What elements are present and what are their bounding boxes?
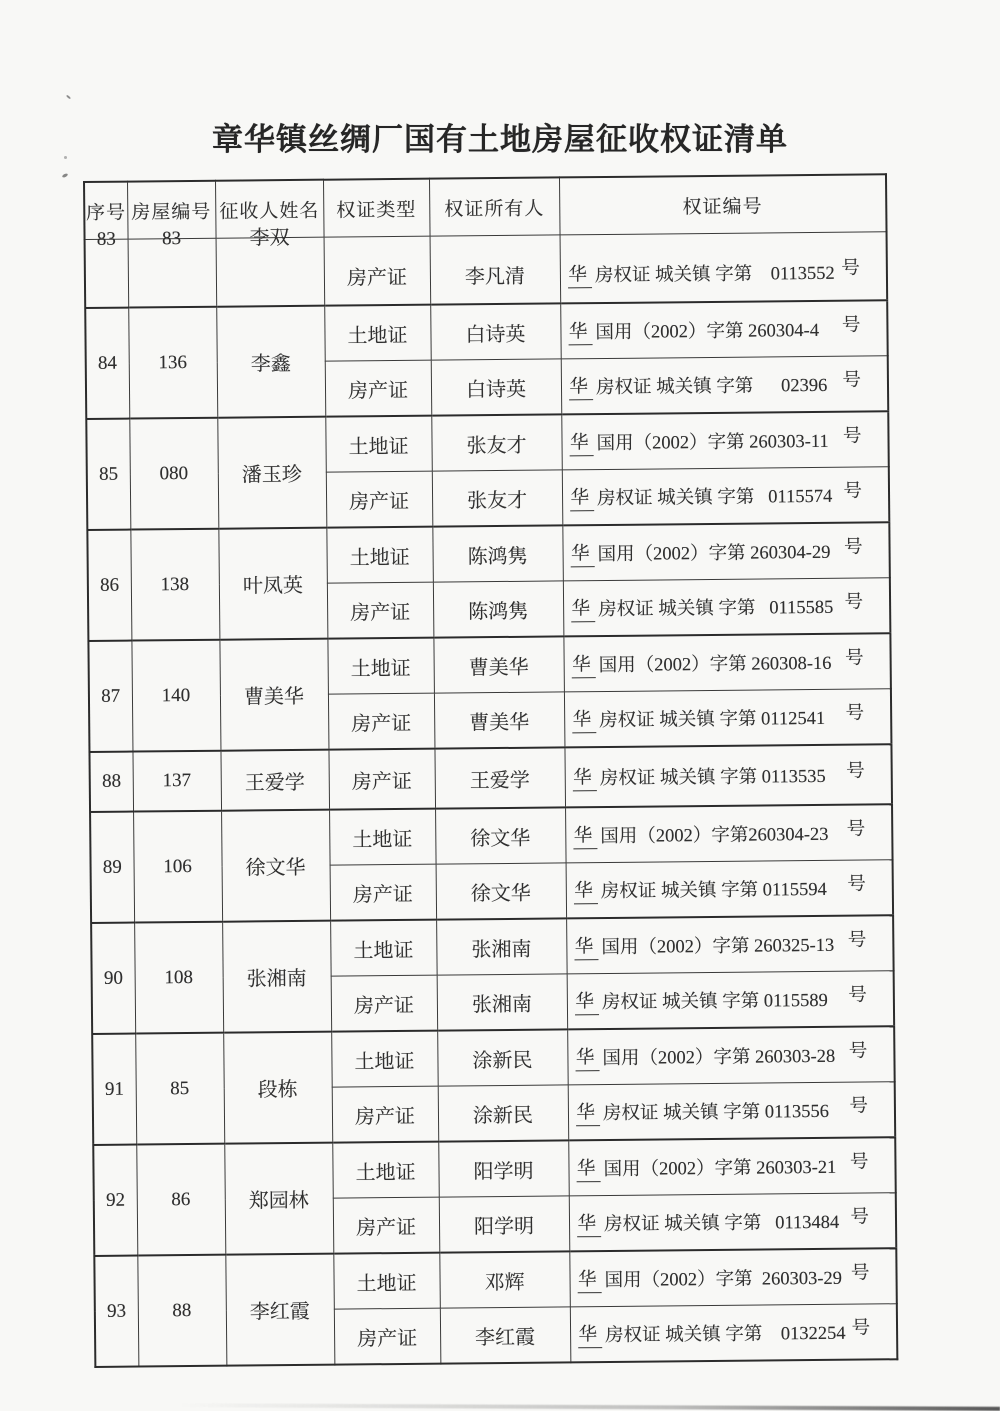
cert-number-text: 国用（2002）字第 260304-4 xyxy=(595,320,820,344)
cell-cert-type: 土地证 xyxy=(329,809,436,866)
cert-suffix-hao: 号 xyxy=(847,874,866,895)
cell-house-number: 86 xyxy=(136,1144,225,1256)
cert-prefix-hua: 华 xyxy=(574,932,599,960)
cell-cert-owner: 张湘南 xyxy=(436,918,567,975)
cell-cert-owner: 李红霞 xyxy=(440,1307,571,1364)
cell-house-number: 080 xyxy=(129,418,218,530)
cell-seq: 88 xyxy=(89,752,133,812)
cell-cert-owner: 曹美华 xyxy=(433,636,564,693)
cell-seq: 89 xyxy=(90,812,134,923)
cert-suffix-hao: 号 xyxy=(846,819,866,840)
cert-prefix-hua: 华 xyxy=(574,987,599,1015)
cell-cert-number xyxy=(569,1193,897,1252)
cell-cert-number xyxy=(563,578,891,637)
cell-cert-type: 土地证 xyxy=(324,305,431,362)
cell-house-number: 137 xyxy=(132,751,221,812)
cell-house-number: 108 xyxy=(134,922,223,1034)
cell-cert-type: 房产证 xyxy=(324,236,431,306)
column-header-cert-owner: 权证所有人 xyxy=(429,177,560,236)
cert-number-text: 国用（2002）字第260304-23 xyxy=(600,824,829,848)
table-row xyxy=(93,1137,895,1200)
cert-prefix-hua: 华 xyxy=(569,483,594,511)
scan-speck xyxy=(64,156,67,159)
cell-cert-owner: 张友才 xyxy=(431,414,562,471)
cert-prefix-hua: 华 xyxy=(577,1320,602,1348)
cell-cert-type: 房产证 xyxy=(325,360,432,417)
cert-prefix-hua: 华 xyxy=(572,763,597,791)
cell-cert-owner: 陈鸿隽 xyxy=(432,525,563,582)
cert-suffix-hao: 号 xyxy=(850,1207,870,1228)
cell-cert-type: 土地证 xyxy=(333,1253,440,1310)
table-row xyxy=(91,915,893,978)
cert-prefix-hua: 华 xyxy=(570,594,595,622)
cert-suffix-hao: 号 xyxy=(848,1041,868,1062)
cell-cert-number xyxy=(569,1248,897,1307)
column-header-cert-number: 权证编号 xyxy=(559,174,887,235)
cert-suffix-hao: 号 xyxy=(841,315,861,336)
cell-cert-type: 土地证 xyxy=(327,638,434,695)
cell-cert-type: 房产证 xyxy=(333,1197,440,1254)
cert-number-text: 国用（2002）字第 260303-28 xyxy=(602,1046,836,1070)
table-row xyxy=(87,522,889,585)
cell-house-number: 136 xyxy=(128,307,217,419)
cell-house-number: 138 xyxy=(130,529,219,641)
cert-suffix-hao: 号 xyxy=(851,1318,871,1339)
cert-suffix-hao: 号 xyxy=(848,985,867,1006)
cell-person-name: 王爱学 xyxy=(220,750,329,811)
cert-prefix-hua: 华 xyxy=(570,539,595,567)
cell-cert-owner: 徐文华 xyxy=(436,863,567,920)
cert-number-text: 国用（2002）字第 260303-29 xyxy=(604,1268,843,1292)
cell-cert-number xyxy=(566,860,894,919)
cell-cert-owner: 曹美华 xyxy=(434,692,565,749)
cell-cert-owner: 邓辉 xyxy=(439,1251,570,1308)
cell-seq: 93 xyxy=(94,1256,138,1367)
cell-person-name: 曹美华 xyxy=(219,639,328,751)
cell-seq: 90 xyxy=(91,923,135,1034)
cert-number-text: 国用（2002）字第 260303-11 xyxy=(596,431,829,455)
cell-house-number: 88 xyxy=(137,1255,226,1367)
cell-seq: 84 xyxy=(85,308,129,419)
table-row xyxy=(89,744,892,812)
cell-cert-type: 土地证 xyxy=(326,527,433,584)
cell-seq: 86 xyxy=(87,530,131,641)
cell-cert-number xyxy=(560,232,888,304)
certificate-table xyxy=(83,173,896,1368)
cell-cert-type: 房产证 xyxy=(332,1086,439,1143)
scan-speck xyxy=(66,95,71,100)
house-clipped-text: 83 xyxy=(161,228,182,250)
cell-cert-type: 土地证 xyxy=(330,920,437,977)
cert-number-text: 房权证 城关镇 字第 0113535 xyxy=(599,766,826,790)
cell-person-name: 潘玉珍 xyxy=(217,417,326,529)
cert-suffix-hao: 号 xyxy=(842,370,862,391)
cell-cert-number xyxy=(561,356,889,415)
cell-person-name: 叶凤英 xyxy=(218,528,327,640)
column-header-house-number: 房屋编号 xyxy=(127,181,216,239)
cell-cert-number xyxy=(564,744,892,807)
cell-cert-owner: 涂新民 xyxy=(437,1029,568,1086)
cert-number-text: 房权证 城关镇 字第 0112541 xyxy=(599,708,826,732)
scan-edge-smudge xyxy=(180,1403,1000,1411)
table-row xyxy=(92,1026,894,1089)
cell-cert-owner: 阳学明 xyxy=(439,1196,570,1253)
cert-number-text: 房权证 城关镇 字第 02396 xyxy=(595,375,828,399)
table-row xyxy=(86,411,888,474)
cert-number-text: 国用（2002）字第 260304-29 xyxy=(597,542,831,566)
cert-prefix-hua: 华 xyxy=(576,1209,601,1237)
cert-number-text: 房权证 城关镇 字第 0113556 xyxy=(602,1101,830,1125)
cert-suffix-hao: 号 xyxy=(847,930,867,951)
cell-house-number xyxy=(128,228,217,307)
cell-cert-type: 房产证 xyxy=(328,693,435,750)
cert-number-text: 房权证 城关镇 字第 0132254 xyxy=(605,1323,846,1347)
cell-house-number: 106 xyxy=(133,811,222,923)
cell-cert-owner: 白诗英 xyxy=(430,303,561,360)
scan-speck xyxy=(62,173,69,178)
cell-cert-owner: 王爱学 xyxy=(434,747,565,808)
cell-cert-type: 房产证 xyxy=(327,582,434,639)
cert-number-text: 房权证 城关镇 字第 0115585 xyxy=(598,597,834,621)
cell-seq: 85 xyxy=(86,419,130,530)
table-row xyxy=(94,1248,896,1311)
column-header-cert-type: 权证类型 xyxy=(323,179,430,238)
cell-cert-type: 土地证 xyxy=(325,416,432,473)
cell-cert-number xyxy=(563,633,891,692)
cert-suffix-hao: 号 xyxy=(849,1096,869,1117)
cert-suffix-hao: 号 xyxy=(841,258,860,279)
cell-seq: 87 xyxy=(88,641,132,752)
cell-cert-owner: 陈鸿隽 xyxy=(433,581,564,638)
cert-suffix-hao: 号 xyxy=(846,761,865,782)
cert-suffix-hao: 号 xyxy=(843,537,863,558)
cell-cert-number xyxy=(568,1137,896,1196)
cell-cert-number xyxy=(565,804,893,863)
cert-prefix-hua: 华 xyxy=(573,821,598,849)
cell-person-name xyxy=(216,227,325,307)
cell-cert-number xyxy=(560,300,888,359)
cert-suffix-hao: 号 xyxy=(850,1263,870,1284)
table-row xyxy=(88,633,890,696)
cell-cert-type: 房产证 xyxy=(331,975,438,1032)
cert-number-text: 房权证 城关镇 字第 0113484 xyxy=(603,1212,840,1236)
cert-prefix-hua: 华 xyxy=(568,372,593,400)
cert-prefix-hua: 华 xyxy=(568,317,593,345)
cell-person-name: 李鑫 xyxy=(216,306,325,418)
cell-cert-type: 房产证 xyxy=(334,1308,441,1365)
column-header-seq: 序号 xyxy=(84,182,128,240)
cert-number-text: 房权证 城关镇 字第 0113552 xyxy=(594,263,835,286)
cell-cert-type: 房产证 xyxy=(326,471,433,528)
cert-prefix-hua: 华 xyxy=(567,260,592,288)
cell-person-name: 郑园林 xyxy=(224,1143,333,1255)
cell-cert-number xyxy=(570,1304,898,1363)
cell-seq: 92 xyxy=(93,1145,137,1256)
cert-number-text: 国用（2002）字第 260308-16 xyxy=(598,653,832,677)
cert-prefix-hua: 华 xyxy=(571,650,596,678)
cell-cert-owner: 涂新民 xyxy=(438,1085,569,1142)
column-header-person-name: 征收人姓名 xyxy=(215,180,324,239)
page-title: 章华镇丝绸厂国有土地房屋征收权证清单 xyxy=(212,122,788,157)
cert-suffix-hao: 号 xyxy=(842,426,862,447)
cell-person-name: 张湘南 xyxy=(222,921,331,1033)
cert-prefix-hua: 华 xyxy=(572,705,597,733)
seq-clipped-text: 83 xyxy=(96,228,116,250)
cell-person-name: 李红霞 xyxy=(225,1254,334,1366)
cert-suffix-hao: 号 xyxy=(843,481,863,502)
cert-prefix-hua: 华 xyxy=(575,1098,600,1126)
cell-seq xyxy=(85,228,129,308)
cell-cert-type: 房产证 xyxy=(328,749,435,810)
cell-cert-number xyxy=(566,915,894,974)
cell-cert-owner: 阳学明 xyxy=(438,1140,569,1197)
cell-cert-number xyxy=(567,971,895,1030)
cell-house-number: 85 xyxy=(135,1033,224,1145)
cell-cert-type: 土地证 xyxy=(332,1142,439,1199)
cert-number-text: 房权证 城关镇 字第 0115589 xyxy=(601,990,828,1014)
cell-seq: 91 xyxy=(92,1034,136,1145)
cert-suffix-hao: 号 xyxy=(845,648,864,669)
table-row xyxy=(85,300,887,363)
cell-cert-owner: 张友才 xyxy=(432,470,563,527)
name-clipped-text: 李双 xyxy=(249,227,290,250)
cert-prefix-hua: 华 xyxy=(573,876,598,904)
cert-number-text: 房权证 城关镇 字第 0115574 xyxy=(596,486,833,510)
cert-number-text: 国用（2002）字第 260303-21 xyxy=(603,1157,837,1181)
cert-number-text: 国用（2002）字第 260325-13 xyxy=(601,935,835,959)
cell-cert-type: 土地证 xyxy=(331,1031,438,1088)
cell-cert-number xyxy=(568,1082,896,1141)
cell-cert-number xyxy=(561,411,889,470)
cert-suffix-hao: 号 xyxy=(849,1152,869,1173)
cell-house-number: 140 xyxy=(131,640,220,752)
table-row xyxy=(90,804,892,867)
cert-number-text: 房权证 城关镇 字第 0115594 xyxy=(600,879,827,903)
cell-person-name: 段栋 xyxy=(223,1032,332,1144)
cert-suffix-hao: 号 xyxy=(844,592,864,613)
cell-cert-number xyxy=(564,689,892,748)
cell-cert-owner: 白诗英 xyxy=(431,359,562,416)
cell-cert-type: 房产证 xyxy=(330,864,437,921)
cell-cert-number xyxy=(562,467,890,526)
cert-prefix-hua: 华 xyxy=(577,1265,602,1293)
cert-prefix-hua: 华 xyxy=(569,428,594,456)
cell-person-name: 徐文华 xyxy=(221,810,330,922)
cell-cert-owner: 徐文华 xyxy=(435,807,566,864)
cert-prefix-hua: 华 xyxy=(576,1154,601,1182)
cell-cert-owner: 李凡清 xyxy=(430,235,561,305)
cell-cert-number xyxy=(562,522,890,581)
cert-prefix-hua: 华 xyxy=(575,1043,600,1071)
cell-cert-owner: 张湘南 xyxy=(437,974,568,1031)
table-row xyxy=(85,232,888,308)
cert-suffix-hao: 号 xyxy=(845,703,865,724)
cell-cert-number xyxy=(567,1026,895,1085)
